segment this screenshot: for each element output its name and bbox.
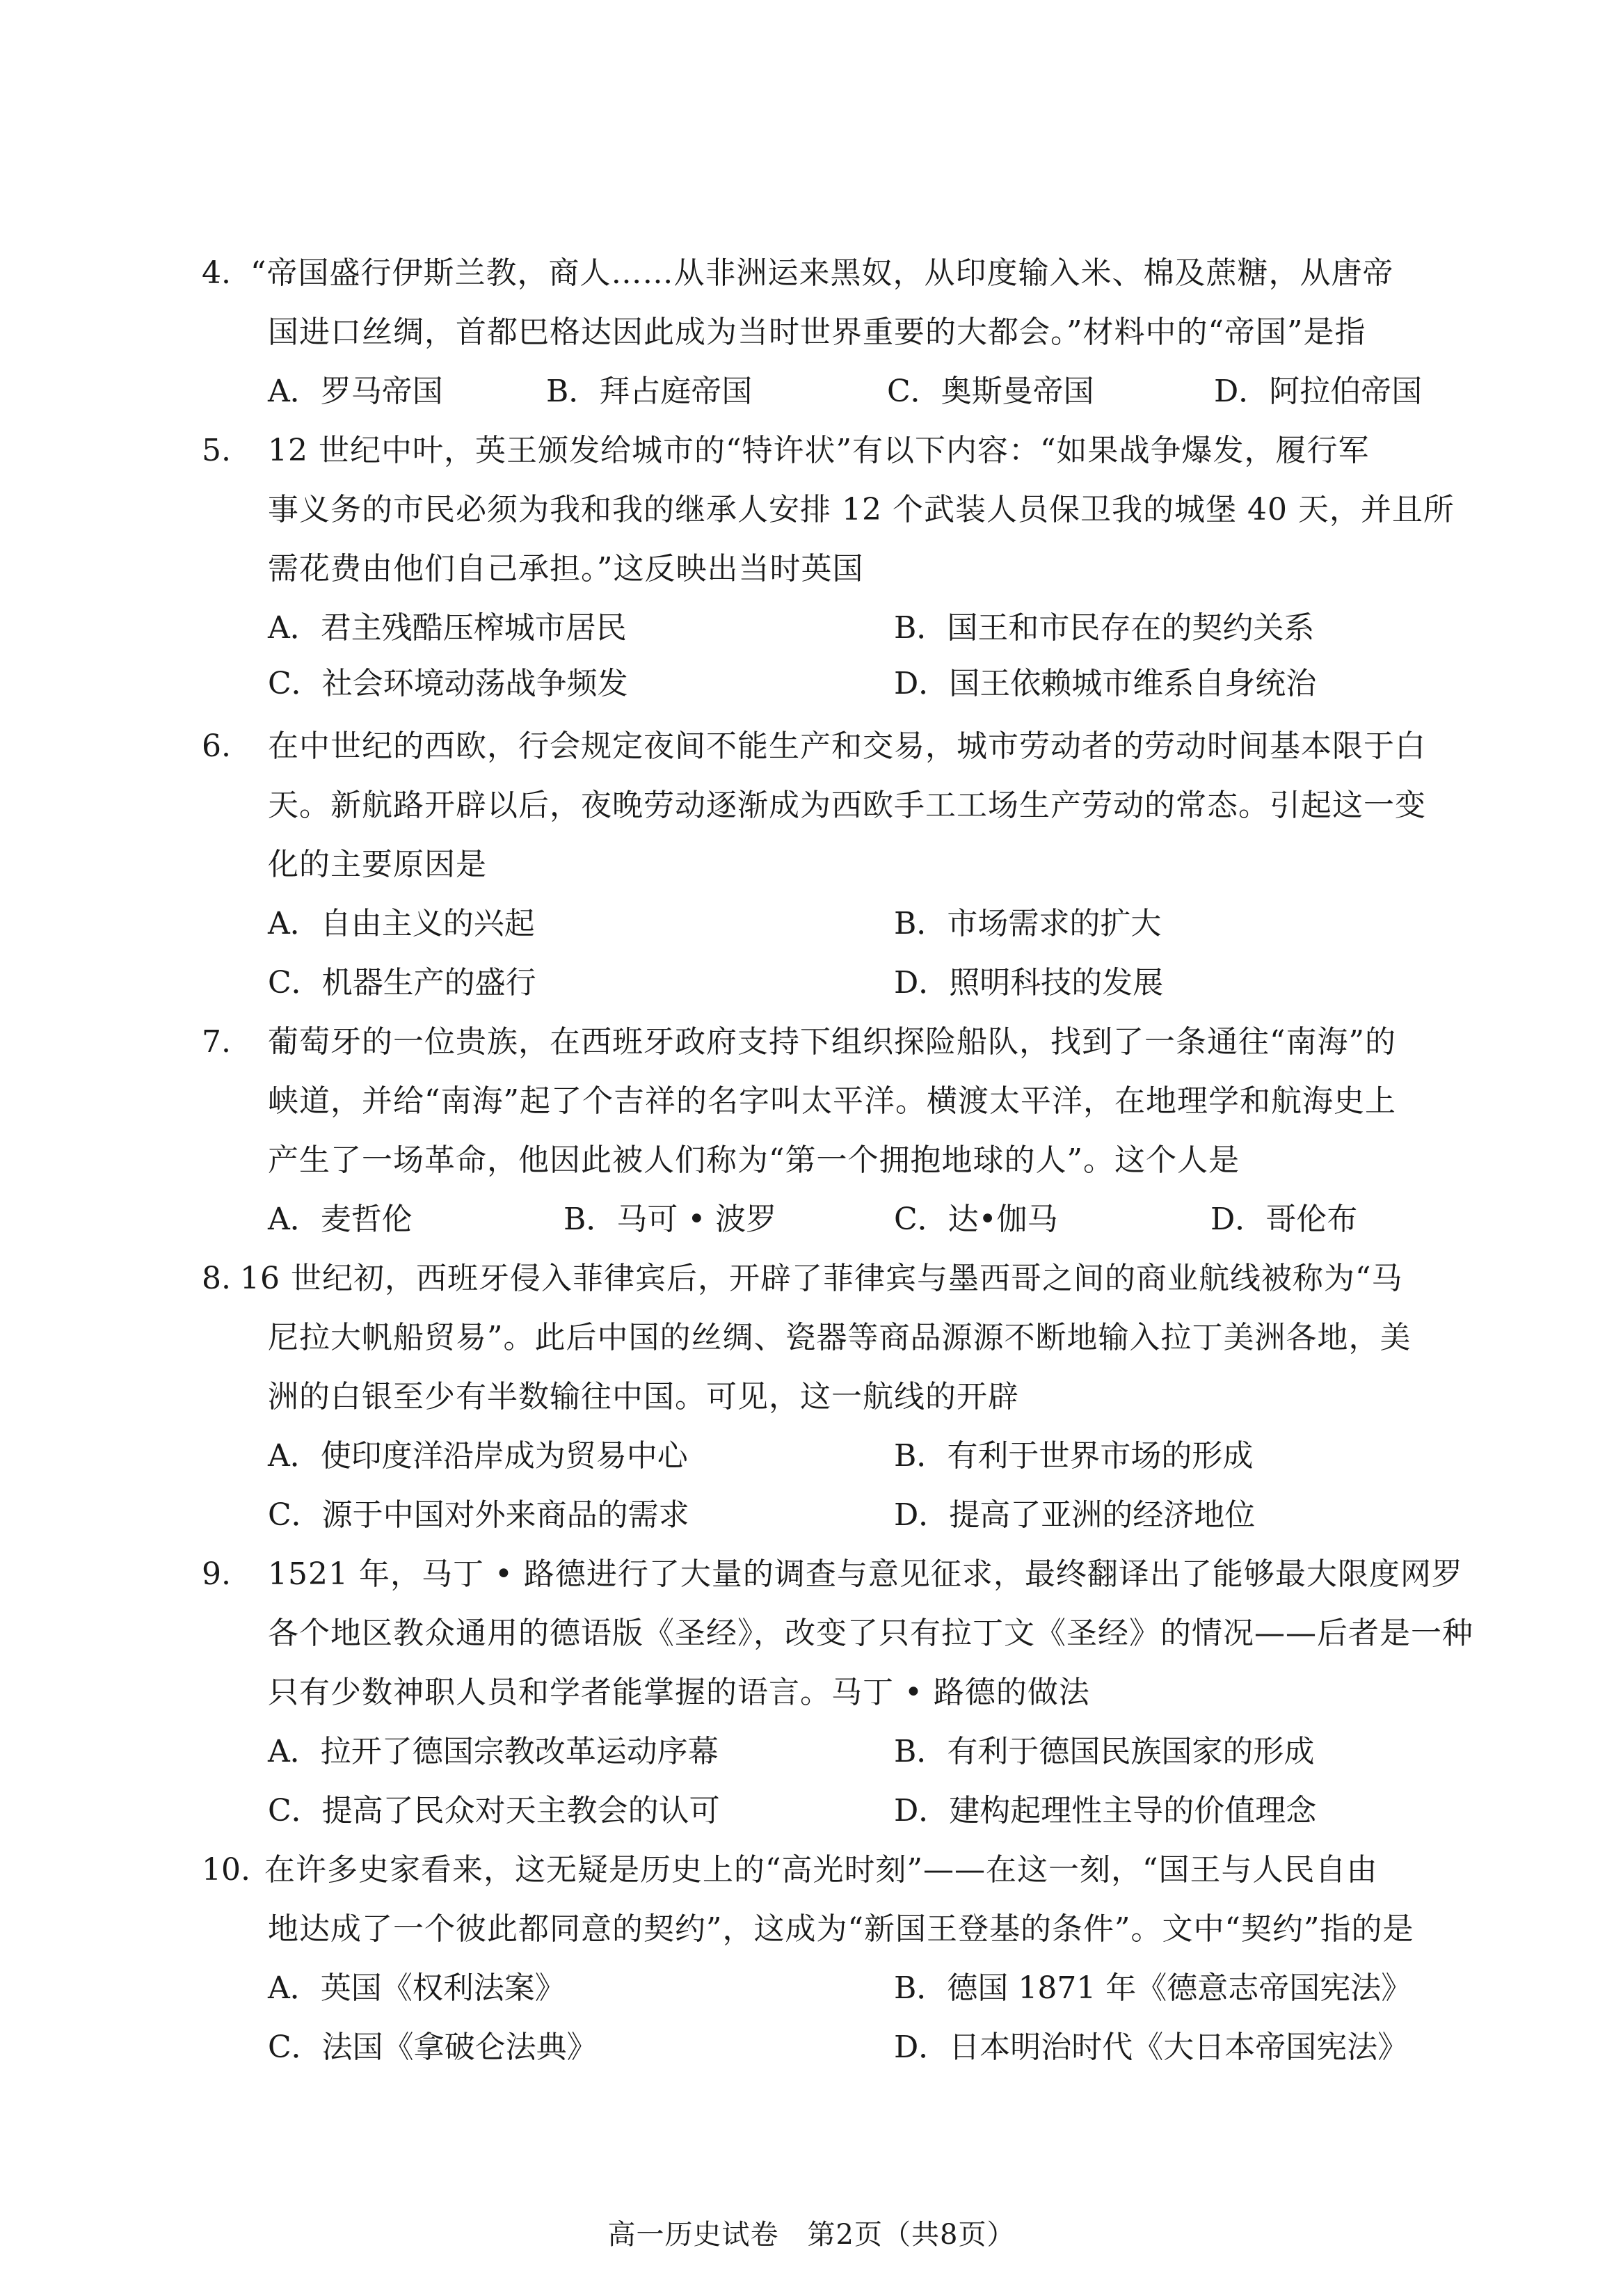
page-footer: 高一历史试卷 第2页（共8页） <box>607 2219 1016 2251</box>
option-d[interactable]: D．提高了亚洲的经济地位 <box>894 1497 1256 1533</box>
option-c[interactable]: C．社会环境动荡战争频发 <box>268 666 628 701</box>
question-stem-line: 洲的白银至少有半数输往中国。可见，这一航线的开辟 <box>268 1379 1019 1414</box>
question-number: 7. <box>202 1024 231 1060</box>
question-number: 4. <box>202 255 231 291</box>
question-stem-line: 国进口丝绸，首都巴格达因此成为当时世界重要的大都会。”材料中的“帝国”是指 <box>268 314 1366 350</box>
question-stem-line: 需花费由他们自己承担。”这反映出当时英国 <box>268 551 864 587</box>
option-b[interactable]: B．国王和市民存在的契约关系 <box>894 610 1315 646</box>
option-c[interactable]: C．源于中国对外来商品的需求 <box>268 1497 689 1533</box>
question-stem-line: 在中世纪的西欧，行会规定夜间不能生产和交易，城市劳动者的劳动时间基本限于白 <box>268 728 1426 764</box>
option-a[interactable]: A．自由主义的兴起 <box>268 906 535 941</box>
option-d[interactable]: D．哥伦布 <box>1210 1202 1358 1237</box>
option-b[interactable]: B．马可 • 波罗 <box>563 1202 777 1237</box>
question-stem-line: 16 世纪初，西班牙侵入菲律宾后，开辟了菲律宾与墨西哥之间的商业航线被称为“马 <box>240 1261 1403 1296</box>
option-c[interactable]: C．达•伽马 <box>894 1202 1058 1237</box>
option-a[interactable]: A．麦哲伦 <box>268 1202 413 1237</box>
question-number: 5. <box>202 433 231 468</box>
question-stem-line: 1521 年，马丁 • 路德进行了大量的调查与意见征求，最终翻译出了能够最大限度网罗 <box>268 1556 1463 1592</box>
option-d[interactable]: D．照明科技的发展 <box>894 965 1164 1000</box>
question-stem-line: 葡萄牙的一位贵族，在西班牙政府支持下组织探险船队，找到了一条通往“南海”的 <box>268 1024 1396 1060</box>
option-c[interactable]: C．奥斯曼帝国 <box>887 374 1094 409</box>
option-b[interactable]: B．拜占庭帝国 <box>546 374 753 409</box>
question-stem-line: “帝国盛行伊斯兰教，商人……从非洲运来黑奴，从印度输入米、棉及蔗糖，从唐帝 <box>250 255 1394 291</box>
option-b[interactable]: B．有利于德国民族国家的形成 <box>894 1734 1315 1769</box>
option-a[interactable]: A．拉开了德国宗教改革运动序幕 <box>268 1734 719 1769</box>
question-stem-line: 12 世纪中叶，英王颁发给城市的“特许状”有以下内容：“如果战争爆发，履行军 <box>268 433 1370 468</box>
option-c[interactable]: C．提高了民众对天主教会的认可 <box>268 1793 720 1828</box>
question-stem-line: 地达成了一个彼此都同意的契约”，这成为“新国王登基的条件”。文中“契约”指的是 <box>268 1911 1414 1947</box>
option-a[interactable]: A．英国《权利法案》 <box>268 1970 566 2006</box>
option-a[interactable]: A．君主残酷压榨城市居民 <box>268 610 627 646</box>
option-d[interactable]: D．建构起理性主导的价值理念 <box>894 1793 1317 1828</box>
option-c[interactable]: C．机器生产的盛行 <box>268 965 536 1000</box>
question-stem-line: 天。新航路开辟以后，夜晚劳动逐渐成为西欧手工工场生产劳动的常态。引起这一变 <box>268 788 1426 823</box>
question-number: 6. <box>202 728 231 764</box>
question-stem-line: 在许多史家看来，这无疑是历史上的“高光时刻”——在这一刻，“国王与人民自由 <box>264 1852 1378 1888</box>
option-a[interactable]: A．使印度洋沿岸成为贸易中心 <box>268 1438 688 1474</box>
option-d[interactable]: D．阿拉伯帝国 <box>1214 374 1423 409</box>
question-number: 10. <box>202 1852 250 1888</box>
question-stem-line: 化的主要原因是 <box>268 847 487 882</box>
option-b[interactable]: B．有利于世界市场的形成 <box>894 1438 1254 1474</box>
question-stem-line: 各个地区教众通用的德语版《圣经》，改变了只有拉丁文《圣经》的情况——后者是一种 <box>268 1616 1473 1651</box>
question-number: 8. <box>202 1261 231 1296</box>
option-d[interactable]: D．日本明治时代《大日本帝国宪法》 <box>894 2030 1409 2065</box>
option-a[interactable]: A．罗马帝国 <box>268 374 443 409</box>
option-c[interactable]: C．法国《拿破仑法典》 <box>268 2030 598 2065</box>
question-stem-line: 产生了一场革命，他因此被人们称为“第一个拥抱地球的人”。这个人是 <box>268 1142 1240 1178</box>
question-stem-line: 尼拉大帆船贸易”。此后中国的丝绸、瓷器等商品源源不断地输入拉丁美洲各地，美 <box>268 1320 1412 1355</box>
question-stem-line: 只有少数神职人员和学者能掌握的语言。马丁 • 路德的做法 <box>268 1675 1090 1710</box>
question-stem-line: 事义务的市民必须为我和我的继承人安排 12 个武装人员保卫我的城堡 40 天，并且所 <box>268 492 1455 527</box>
option-b[interactable]: B．市场需求的扩大 <box>894 906 1162 941</box>
option-b[interactable]: B．德国 1871 年《德意志帝国宪法》 <box>894 1970 1412 2006</box>
question-stem-line: 峡道，并给“南海”起了个吉祥的名字叫太平洋。横渡太平洋，在地理学和航海史上 <box>268 1083 1396 1119</box>
option-d[interactable]: D．国王依赖城市维系自身统治 <box>894 666 1317 701</box>
question-number: 9. <box>202 1556 231 1592</box>
